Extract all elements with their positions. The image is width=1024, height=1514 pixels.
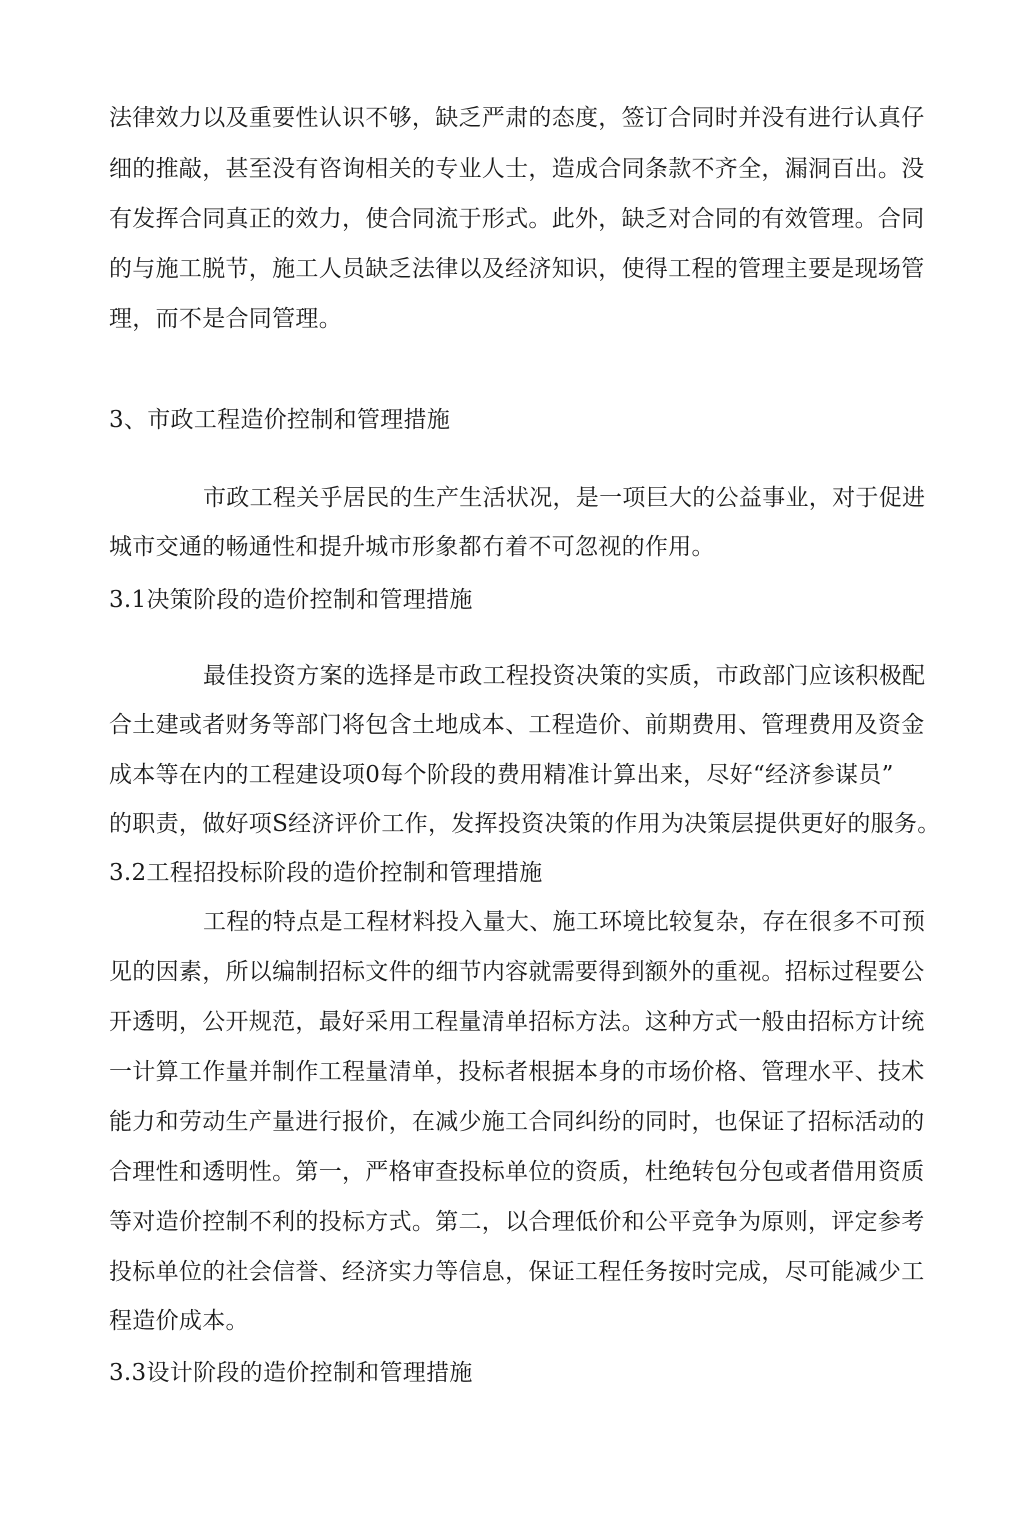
paragraph-3-1-line-2: 合土建或者财务等部门将包含土地成本、工程造价、前期费用、管理费用及资金 — [109, 712, 925, 738]
paragraph-3-1-line-3: 成本等在内的工程建设项0每个阶段的费用精准计算出来，尽好“经济参谋员” — [109, 762, 894, 788]
body-line-3: 有发挥合同真正的效力，使合同流于形式。此外，缺乏对合同的有效管理。合同 — [109, 206, 925, 232]
subsection-heading-3-2: 3.2工程招投标阶段的造价控制和管理措施 — [109, 860, 543, 886]
paragraph-3-2-line-8: 投标单位的社会信誉、经济实力等信息，保证工程任务按时完成，尽可能减少工 — [109, 1259, 925, 1285]
paragraph-3-2-line-7: 等对造价控制不利的投标方式。第二，以合理低价和公平竞争为原则，评定参考 — [109, 1209, 925, 1235]
subsection-heading-3-3: 3.3设计阶段的造价控制和管理措施 — [109, 1360, 473, 1386]
body-line-4: 的与施工脱节，施工人员缺乏法律以及经济知识，使得工程的管理主要是现场管 — [109, 256, 925, 282]
subsection-heading-3-1: 3.1决策阶段的造价控制和管理措施 — [109, 587, 473, 613]
section-heading-3: 3、市政工程造价控制和管理措施 — [109, 407, 451, 433]
paragraph-3-2-line-3: 开透明，公开规范，最好采用工程量清单招标方法。这种方式一般由招标方计统 — [109, 1009, 925, 1035]
paragraph-3-2-line-6: 合理性和透明性。第一，严格审查投标单位的资质，杜绝转包分包或者借用资质 — [109, 1159, 925, 1185]
paragraph-intro-line-2: 城市交通的畅通性和提升城市形象都冇着不可忽视的作用。 — [109, 534, 715, 560]
paragraph-3-1-line-1: 最佳投资方案的选择是市政工程投资决策的实质，市政部门应该积极配 — [203, 663, 926, 689]
paragraph-3-2-line-5: 能力和劳动生产量进行报价，在减少施工合同纠纷的同时，也保证了招标活动的 — [109, 1109, 925, 1135]
body-line-2: 细的推敲，甚至没有咨询相关的专业人士，造成合同条款不齐全，漏洞百出。没 — [109, 156, 925, 182]
paragraph-3-2-line-4: 一计算工作量并制作工程量清单，投标者根据本身的市场价格、管理水平、技术 — [109, 1059, 925, 1085]
paragraph-3-2-line-2: 见的因素，所以编制招标文件的细节内容就需要得到额外的重视。招标过程要公 — [109, 959, 925, 985]
body-line-5: 理，而不是合同管理。 — [109, 306, 342, 332]
paragraph-3-2-line-9: 程造价成本。 — [109, 1308, 249, 1334]
paragraph-3-1-line-4: 的职责，做好项S经济评价工作，发挥投资决策的作用为决策层提供更好的服务。 — [109, 811, 941, 837]
paragraph-3-2-line-1: 工程的特点是工程材料投入量大、施工环境比较复杂，存在很多不可预 — [203, 909, 926, 935]
body-line-1: 法律效力以及重要性认识不够，缺乏严肃的态度，签订合同时并没有进行认真仔 — [109, 105, 925, 131]
paragraph-intro-line-1: 市政工程关乎居民的生产生活状况，是一项巨大的公益事业，对于促进 — [203, 485, 926, 511]
